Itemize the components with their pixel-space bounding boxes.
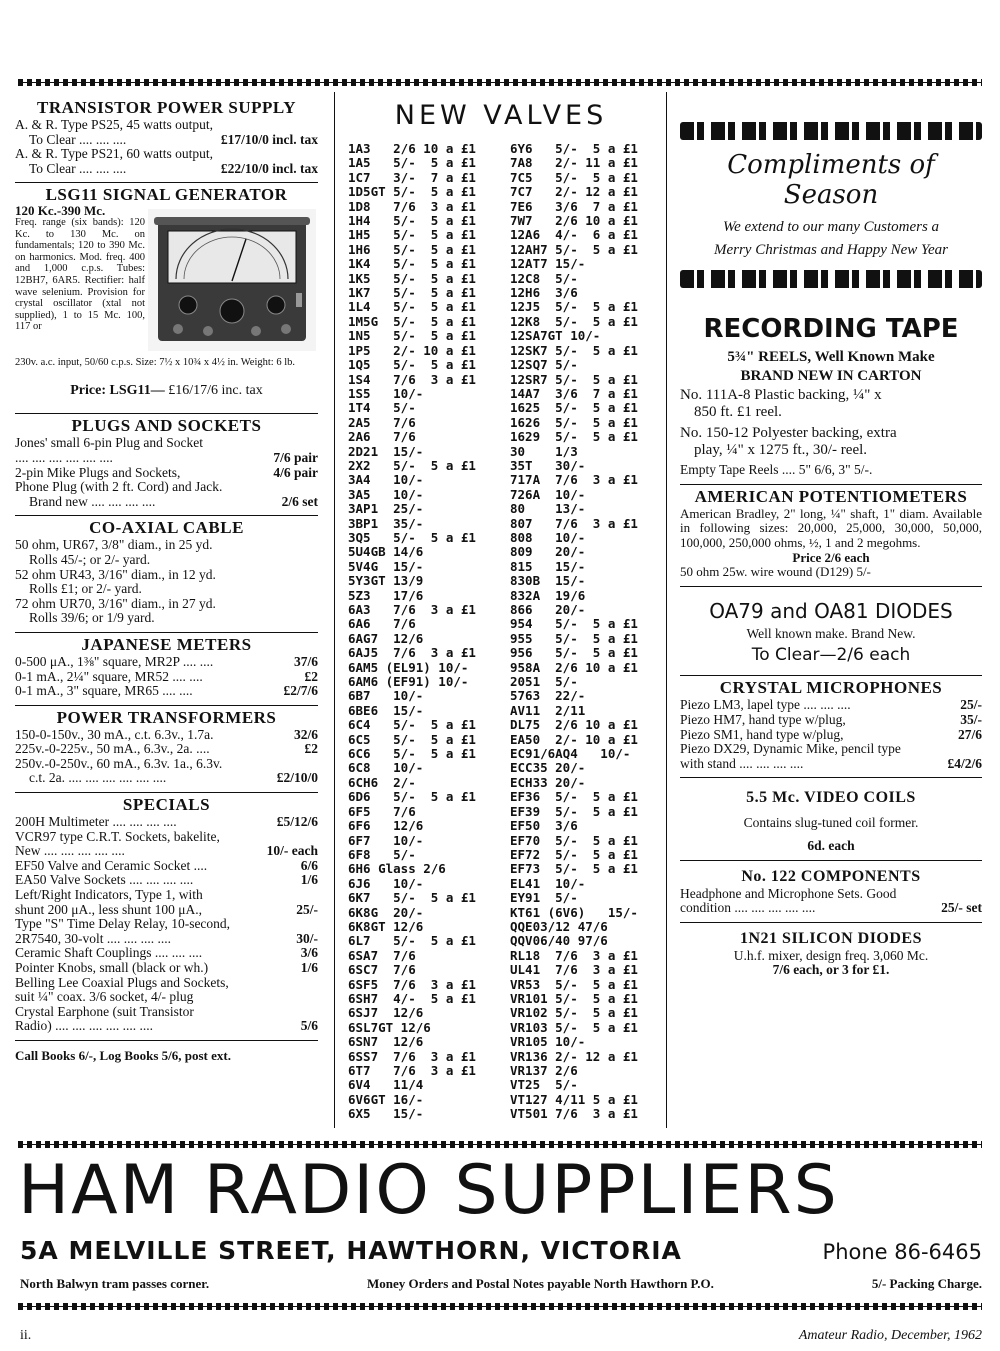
valve-row: 954 5/- 5 a £1	[510, 616, 638, 632]
mics-list	[680, 698, 982, 771]
list-item: 2R7540, 30-volt .... .... .... .... 30/-	[15, 930, 318, 946]
valve-row: 6C6 5/- 5 a £1	[348, 746, 476, 762]
section-title: 1N21 SILICON DIODES	[740, 929, 922, 947]
section-title: OA79 and OA81 DIODES	[709, 598, 953, 623]
valve-row: EF39 5/- 5 a £1	[510, 803, 638, 819]
text-line: 7/6 each, or 3 for £1.	[772, 962, 890, 978]
text-line: No. 150-12 Polyester backing, extra	[680, 425, 897, 442]
valve-row: 6V4 11/4	[348, 1077, 424, 1093]
valve-row: 6K8G 20/-	[348, 904, 424, 920]
valve-row: AV11 2/11	[510, 702, 586, 718]
text-line: Well known make. Brand New.	[746, 625, 916, 641]
text-line: 850 ft. £1 reel.	[694, 404, 782, 421]
text-line: 2-pin Mike Plugs and Sockets, 4/6 pair	[15, 464, 318, 480]
co-axial-cable	[15, 516, 318, 633]
valve-row: 7W7 2/6 10 a £1	[510, 213, 638, 229]
text-line: Phone Plug (with 2 ft. Cord) and Jack.	[15, 479, 223, 495]
valve-row: 1629 5/- 5 a £1	[510, 429, 638, 445]
valve-row: ECH33 20/-	[510, 774, 586, 790]
list-item: Ceramic Shaft Couplings .... .... .... 3/6	[15, 945, 318, 961]
valve-row: 3A5 10/-	[348, 486, 424, 502]
valve-row: 3AP1 25/-	[348, 501, 424, 517]
valve-row: 1D8 7/6 3 a £1	[348, 198, 476, 214]
no-122-components	[680, 861, 982, 923]
section-title: AMERICAN POTENTIOMETERS	[694, 486, 968, 506]
valve-row: 6C5 5/- 5 a £1	[348, 731, 476, 747]
valve-row: 3A4 10/-	[348, 472, 424, 488]
valve-row: 2A5 7/6	[348, 414, 416, 430]
valve-row: VT127 4/11 5 a £1	[510, 1091, 638, 1107]
valve-row: 832A 19/6	[510, 587, 586, 603]
valve-row: 6SH7 4/- 5 a £1	[348, 990, 476, 1006]
text-line: .... .... .... .... .... .... 7/6 pair	[15, 449, 318, 465]
valve-row: 5763 22/-	[510, 688, 586, 704]
valve-row: UL41 7/6 3 a £1	[510, 962, 638, 978]
valve-row: 6Y6 5/- 5 a £1	[510, 141, 638, 156]
text-line: American Bradley, 2" long, ¼" shaft, 1" diam. Available in following sizes: 20,000, 25,000, 30,000, 50,000, 100,000, 250,000 ohms, ½, 1 and 2 megohms.	[680, 505, 982, 550]
plugs-and-sockets	[15, 414, 318, 516]
list-item: VCR97 type C.R.T. Sockets, bakelite,	[15, 828, 220, 844]
section-title: CO-AXIAL CABLE	[89, 518, 244, 538]
valve-row: ECC35 20/-	[510, 760, 586, 776]
season-line: We extend to our many Customers a	[722, 219, 940, 235]
valve-row: 1A5 5/- 5 a £1	[348, 155, 476, 171]
text-line: Rolls 45/-; or 2/- yard.	[29, 551, 151, 567]
list-item: Left/Right Indicators, Type 1, with	[15, 887, 203, 903]
valve-row: 1N5 5/- 5 a £1	[348, 328, 476, 344]
valve-row: VR103 5/- 5 a £1	[510, 1019, 638, 1035]
column-divider-right	[666, 92, 667, 1128]
section-title: SPECIALS	[122, 795, 211, 815]
valve-row: 6X5 15/-	[348, 1106, 424, 1122]
valve-row: 809 20/-	[510, 544, 586, 560]
text-line: BRAND NEW IN CARTON	[740, 367, 922, 384]
valve-row: EF36 5/- 5 a £1	[510, 789, 638, 805]
text-line: 5¾" REELS, Well Known Make	[727, 349, 935, 365]
oa79-diodes	[680, 587, 982, 677]
valve-row: 12A6 4/- 6 a £1	[510, 227, 638, 243]
list-item: with stand .... .... .... .... £4/2/6	[680, 755, 982, 771]
valve-row: 1A3 2/6 10 a £1	[348, 141, 476, 156]
valve-row: EL41 10/-	[510, 875, 586, 891]
left-column	[15, 96, 318, 1070]
footer-rule-top	[18, 1141, 982, 1148]
section-title: POWER TRANSFORMERS	[56, 707, 277, 727]
valve-row: 866 20/-	[510, 602, 586, 617]
valve-row: 12SK7 5/- 5 a £1	[510, 342, 638, 358]
valve-row: RL18 7/6 3 a £1	[510, 947, 638, 963]
american-potentiometers	[680, 485, 982, 587]
list-item: 0-1 mA., 3" square, MR65 .... .... £2/7/6	[15, 683, 318, 699]
valve-row: EF73 5/- 5 a £1	[510, 861, 638, 877]
valve-row: 6V6GT 16/-	[348, 1091, 424, 1107]
valve-row: 2D21 15/-	[348, 443, 424, 459]
season-line: Merry Christmas and Happy New Year	[713, 242, 949, 258]
valve-row: 3BP1 35/-	[348, 515, 424, 531]
japanese-meters	[15, 633, 318, 706]
valves-column	[346, 100, 656, 1130]
valve-row: 1H6 5/- 5 a £1	[348, 241, 476, 257]
section-title: No. 122 COMPONENTS	[741, 867, 921, 885]
valve-row: 12K8 5/- 5 a £1	[510, 313, 638, 329]
valve-row: 6K7 5/- 5 a £1	[348, 890, 476, 906]
list-item: suit ¼" coax. 3/6 socket, 4/- plug	[15, 989, 194, 1005]
power-transformers	[15, 706, 318, 793]
list-item: shunt 200 μA., less shunt 100 μA., 25/-	[15, 901, 318, 917]
valve-row: 1D5GT 5/- 5 a £1	[348, 184, 476, 200]
section-title: RECORDING TAPE	[703, 314, 959, 344]
valve-row: 12SR7 5/- 5 a £1	[510, 371, 638, 387]
specials-list	[15, 815, 318, 1034]
footer-note-tram: North Balwyn tram passes corner.	[20, 1276, 210, 1291]
valve-row: 6SL7GT 12/6	[348, 1019, 431, 1035]
valves-title: NEW VALVES	[394, 100, 608, 131]
meters-list	[15, 655, 318, 699]
silicon-diodes	[680, 923, 982, 984]
valve-row: 30 1/3	[510, 443, 578, 459]
valve-row: 14A7 3/6 7 a £1	[510, 385, 638, 401]
lsg11-signal-generator	[15, 183, 318, 414]
valve-row: 6D6 5/- 5 a £1	[348, 789, 476, 805]
valve-row: 7A8 2/- 11 a £1	[510, 155, 638, 171]
season-title: Compliments of Season	[727, 150, 935, 210]
text-line: 50 ohm 25w. wire wound (D129) 5/-	[680, 564, 871, 580]
crystal-microphones	[680, 676, 982, 778]
text-line: Rolls £1; or 2/- yard.	[29, 581, 142, 597]
valve-row: 6F7 10/-	[348, 832, 424, 848]
video-coils	[680, 778, 982, 860]
valve-row: VR136 2/- 12 a £1	[510, 1048, 638, 1064]
valve-row: 1H5 5/- 5 a £1	[348, 227, 476, 243]
valve-row: 12H6 3/6	[510, 285, 578, 301]
valve-row: 830B 15/-	[510, 573, 586, 589]
valve-row: 5Z3 17/6	[348, 587, 424, 603]
lsg-specs: 230v. a.c. input, 50/60 c.p.s. Size: 7½ x 10¾ x 4½ in. Weight: 6 lb.	[15, 357, 296, 369]
text-line: Brand new .... .... .... .... 2/6 set	[29, 493, 318, 509]
valve-row: VR137 2/6	[510, 1063, 578, 1078]
top-rule	[18, 79, 982, 86]
valve-row: 815 15/-	[510, 558, 586, 574]
valve-row: 2A6 7/6	[348, 429, 416, 445]
valve-row: EF50 3/6	[510, 818, 578, 834]
text-line: play, ¼" x 1275 ft., 30/- reel.	[694, 442, 868, 459]
valve-row: 2051 5/-	[510, 674, 578, 690]
text-line: c.t. 2a. .... .... .... .... .... .... £2/10/0	[29, 770, 318, 786]
valves-list-2	[510, 142, 660, 1122]
valve-row: 6AG7 12/6	[348, 630, 424, 646]
text-line: To Clear—2/6 each	[751, 645, 911, 666]
text-line: Price 2/6 each	[792, 549, 870, 565]
text-line: Jones' small 6-pin Plug and Socket	[15, 435, 204, 451]
valve-row: 1S4 7/6 3 a £1	[348, 371, 476, 387]
valve-row: 1625 5/- 5 a £1	[510, 400, 638, 416]
valve-row: 726A 10/-	[510, 486, 586, 502]
valve-row: 1S5 10/-	[348, 385, 424, 401]
valve-row: 1K5 5/- 5 a £1	[348, 270, 476, 286]
column-divider-left	[334, 92, 335, 1128]
valve-row: 1M5G 5/- 5 a £1	[348, 313, 476, 329]
valve-row: 6SN7 12/6	[348, 1034, 424, 1050]
valve-row: EA50 2/- 10 a £1	[510, 731, 638, 747]
valve-row: 6AM5 (EL91) 10/-	[348, 659, 469, 675]
valve-row: 6CH6 2/-	[348, 774, 416, 790]
lsg-price: Price: LSG11— £16/17/6 inc. tax	[70, 383, 263, 399]
list-item: New .... .... .... .... .... 10/- each	[15, 843, 318, 859]
valve-row: 80 13/-	[510, 501, 586, 517]
lsg-description	[15, 205, 145, 333]
text-line: A. & R. Type PS25, 45 watts output,	[15, 117, 213, 132]
valve-row: 7C5 5/- 5 a £1	[510, 169, 638, 185]
valve-row: 1K4 5/- 5 a £1	[348, 256, 476, 272]
section-title: LSG11 SIGNAL GENERATOR	[45, 185, 288, 205]
page-number: ii.	[20, 1328, 32, 1343]
valve-row: 6AJ5 7/6 3 a £1	[348, 645, 476, 661]
valve-row: 956 5/- 5 a £1	[510, 645, 638, 661]
valve-row: 6H6 Glass 2/6	[348, 861, 446, 877]
valve-row: 6T7 7/6 3 a £1	[348, 1063, 476, 1078]
list-item: Piezo LM3, lapel type .... .... .... 25/-	[680, 697, 982, 713]
valve-row: QQE03/12 47/6	[510, 918, 608, 934]
text-line: 250v.-0-250v., 60 mA., 6.3v. 1a., 6.3v.	[15, 755, 223, 771]
text-line: Empty Tape Reels .... 5" 6/6, 3" 5/-.	[680, 462, 873, 478]
valve-row: 12SQ7 5/-	[510, 357, 578, 373]
section-title: 5.5 Mc. VIDEO COILS	[746, 789, 916, 807]
call-books-line: Call Books 6/-, Log Books 5/6, post ext.	[15, 1047, 231, 1063]
valve-row: 35T 30/-	[510, 457, 586, 473]
recording-tape	[680, 288, 982, 485]
valve-row: EF70 5/- 5 a £1	[510, 832, 638, 848]
valve-row: 5V4G 15/-	[348, 558, 424, 574]
valve-row: 6L7 5/- 5 a £1	[348, 933, 476, 949]
valve-row: 5Y3GT 13/9	[348, 573, 424, 589]
valve-row: 7E6 3/6 7 a £1	[510, 198, 638, 214]
valve-row: 12AH7 5/- 5 a £1	[510, 241, 638, 257]
valve-row: 717A 7/6 3 a £1	[510, 472, 638, 488]
valve-row: QQV06/40 97/6	[510, 933, 608, 949]
footer-note-packing: 5/- Packing Charge.	[871, 1276, 982, 1291]
valve-row: 6A6 7/6	[348, 616, 416, 632]
valve-row: VT501 7/6 3 a £1	[510, 1106, 638, 1122]
text-line: To Clear .... .... .... £22/10/0 incl. tax	[29, 160, 318, 176]
list-item: EA50 Valve Sockets .... .... .... .... 1/6	[15, 872, 318, 888]
text-line: A. & R. Type PS21, 60 watts output,	[15, 146, 213, 162]
text-line: 50 ohm, UR67, 3/8" diam., in 25 yd.	[15, 537, 213, 553]
valve-row: 807 7/6 3 a £1	[510, 515, 638, 531]
valve-row: 1H4 5/- 5 a £1	[348, 213, 476, 229]
valve-row: 6SC7 7/6	[348, 962, 416, 978]
valve-row: EC91/6AQ4 10/-	[510, 746, 631, 762]
footer-notes	[20, 1276, 982, 1292]
company-phone: Phone 86-6465	[822, 1240, 982, 1264]
valve-row: 1P5 2/- 10 a £1	[348, 342, 476, 358]
lsg-body: Freq. range (six bands): 120 Kc. to 130 Mc. on fundamentals; 120 to 390 Mc. on harmonics. Mod. freq. 400 and 1,000 c.p.s. Tubes: 12BH7, 6AR5. Rectifier: half wave selenium. Provision for crystal oscillator (xtal not supplied), 1 to 15 Mc. 100, 117 or	[15, 216, 145, 333]
text-line: U.h.f. mixer, design freq. 3,060 Mc.	[733, 947, 929, 963]
valve-row: 6F6 12/6	[348, 818, 424, 834]
section-title: PLUGS AND SOCKETS	[71, 416, 262, 436]
list-item: 200H Multimeter .... .... .... .... £5/12/6	[15, 814, 318, 830]
valve-row: 3Q5 5/- 5 a £1	[348, 529, 476, 545]
text-line: 72 ohm UR70, 3/16" diam., in 27 yd.	[15, 595, 216, 611]
section-title: TRANSISTOR POWER SUPPLY	[36, 98, 296, 117]
list-item: Piezo DX29, Dynamic Mike, pencil type	[680, 741, 901, 757]
magazine-credit: Amateur Radio, December, 1962	[798, 1328, 982, 1343]
text-line: 52 ohm UR43, 3/16" diam., in 12 yd.	[15, 566, 216, 582]
company-address: 5A MELVILLE STREET, HAWTHORN, VICTORIA	[20, 1236, 682, 1265]
valve-row: 955 5/- 5 a £1	[510, 630, 638, 646]
text-line: To Clear .... .... .... £17/10/0 incl. tax	[29, 131, 318, 147]
holly-border-top	[680, 122, 982, 140]
valve-row: 6C4 5/- 5 a £1	[348, 717, 476, 733]
valve-row: 1T4 5/-	[348, 400, 416, 416]
valve-row: DL75 2/6 10 a £1	[510, 717, 638, 733]
valve-row: 6SS7 7/6 3 a £1	[348, 1048, 476, 1064]
valve-row: 6SJ7 12/6	[348, 1005, 424, 1021]
valve-row: 1C7 3/- 7 a £1	[348, 169, 476, 185]
list-item: Piezo HM7, hand type w/plug, 35/-	[680, 711, 982, 727]
list-item: Pointer Knobs, small (black or wh.) 1/6	[15, 960, 318, 975]
company-name: HAM RADIO SUPPLIERS	[18, 1151, 839, 1230]
valve-row: 5U4GB 14/6	[348, 544, 424, 560]
text-line: 150-0-150v., 30 mA., c.t. 6.3v., 1.7a. 32/6	[15, 726, 318, 742]
valve-row: 6AM6 (EF91) 10/-	[348, 674, 469, 690]
holly-border-bottom	[680, 270, 982, 288]
valve-row: 6BE6 15/-	[348, 702, 424, 718]
valve-row: VR102 5/- 5 a £1	[510, 1005, 638, 1021]
valve-row: VR53 5/- 5 a £1	[510, 976, 638, 992]
valve-row: KT61 (6V6) 15/-	[510, 904, 638, 920]
text-line: No. 111A-8 Plastic backing, ¼" x	[680, 387, 882, 404]
footer-note-payment: Money Orders and Postal Notes payable North Hawthorn P.O.	[367, 1276, 714, 1291]
valve-row: 12AT7 15/-	[510, 256, 586, 272]
valve-row: 12SA7GT 10/-	[510, 328, 601, 344]
valve-row: 1L4 5/- 5 a £1	[348, 299, 476, 315]
valve-row: 6K8GT 12/6	[348, 918, 424, 934]
text-line: Headphone and Microphone Sets. Good	[680, 885, 897, 901]
list-item: 0-1 mA., 2¼" square, MR52 .... .... £2	[15, 668, 318, 684]
list-item: 0-500 μA., 1⅜" square, MR2P .... .... 37/6	[15, 653, 318, 669]
list-item: Type "S" Time Delay Relay, 10-second,	[15, 916, 231, 932]
list-item: Piezo SM1, hand type w/plug, 27/6	[680, 726, 982, 742]
call-books	[15, 1041, 318, 1070]
text-line: 6d. each	[807, 837, 855, 853]
text-line: Contains slug-tuned coil former.	[743, 815, 919, 831]
section-title: CRYSTAL MICROPHONES	[719, 678, 943, 698]
valve-row: 12C8 5/-	[510, 270, 578, 286]
text-line: Rolls 39/6; or 1/9 yard.	[29, 610, 155, 626]
list-item: Belling Lee Coaxial Plugs and Sockets,	[15, 974, 229, 990]
valve-row: EF72 5/- 5 a £1	[510, 846, 638, 862]
valve-row: VR101 5/- 5 a £1	[510, 990, 638, 1006]
valve-row: VR105 10/-	[510, 1034, 586, 1050]
text-line: condition .... .... .... .... .... 25/- set	[680, 900, 982, 916]
text-line: 225v.-0-225v., 50 mA., 6.3v., 2a. .... £2	[15, 741, 318, 757]
valve-row: 1K7 5/- 5 a £1	[348, 285, 476, 301]
season-greeting	[680, 122, 982, 288]
valve-row: 6F5 7/6	[348, 803, 416, 819]
valve-row: 958A 2/6 10 a £1	[510, 659, 638, 675]
valve-row: 7C7 2/- 12 a £1	[510, 184, 638, 200]
valve-row: 6B7 10/-	[348, 688, 424, 704]
valve-row: 6SA7 7/6	[348, 947, 416, 963]
list-item: Crystal Earphone (suit Transistor	[15, 1003, 194, 1019]
signal-generator-photo	[148, 209, 316, 351]
specials	[15, 793, 318, 1041]
valve-row: 6F8 5/-	[348, 846, 416, 862]
section-title: JAPANESE METERS	[81, 634, 252, 654]
list-item: EF50 Valve and Ceramic Socket .... 6/6	[15, 857, 318, 873]
valve-row: 808 10/-	[510, 529, 586, 545]
valve-row: 6C8 10/-	[348, 760, 424, 776]
lsg-range: 120 Kc.-390 Mc.	[15, 203, 106, 219]
right-column	[680, 118, 982, 984]
valve-row: 6A3 7/6 3 a £1	[348, 602, 476, 617]
valve-row: 12J5 5/- 5 a £1	[510, 299, 638, 315]
valve-row: 1Q5 5/- 5 a £1	[348, 357, 476, 373]
list-item: Radio) .... .... .... .... .... .... 5/6	[15, 1018, 318, 1034]
valve-row: VT25 5/-	[510, 1077, 578, 1093]
valve-row: 6SF5 7/6 3 a £1	[348, 976, 476, 992]
valves-list-1	[348, 142, 498, 1122]
transistor-power-supply	[15, 96, 318, 183]
valve-row: EY91 5/-	[510, 890, 578, 906]
footer-rule-bottom	[18, 1303, 982, 1310]
valve-row: 1626 5/- 5 a £1	[510, 414, 638, 430]
valve-row: 2X2 5/- 5 a £1	[348, 457, 476, 473]
valve-row: 6J6 10/-	[348, 875, 424, 891]
